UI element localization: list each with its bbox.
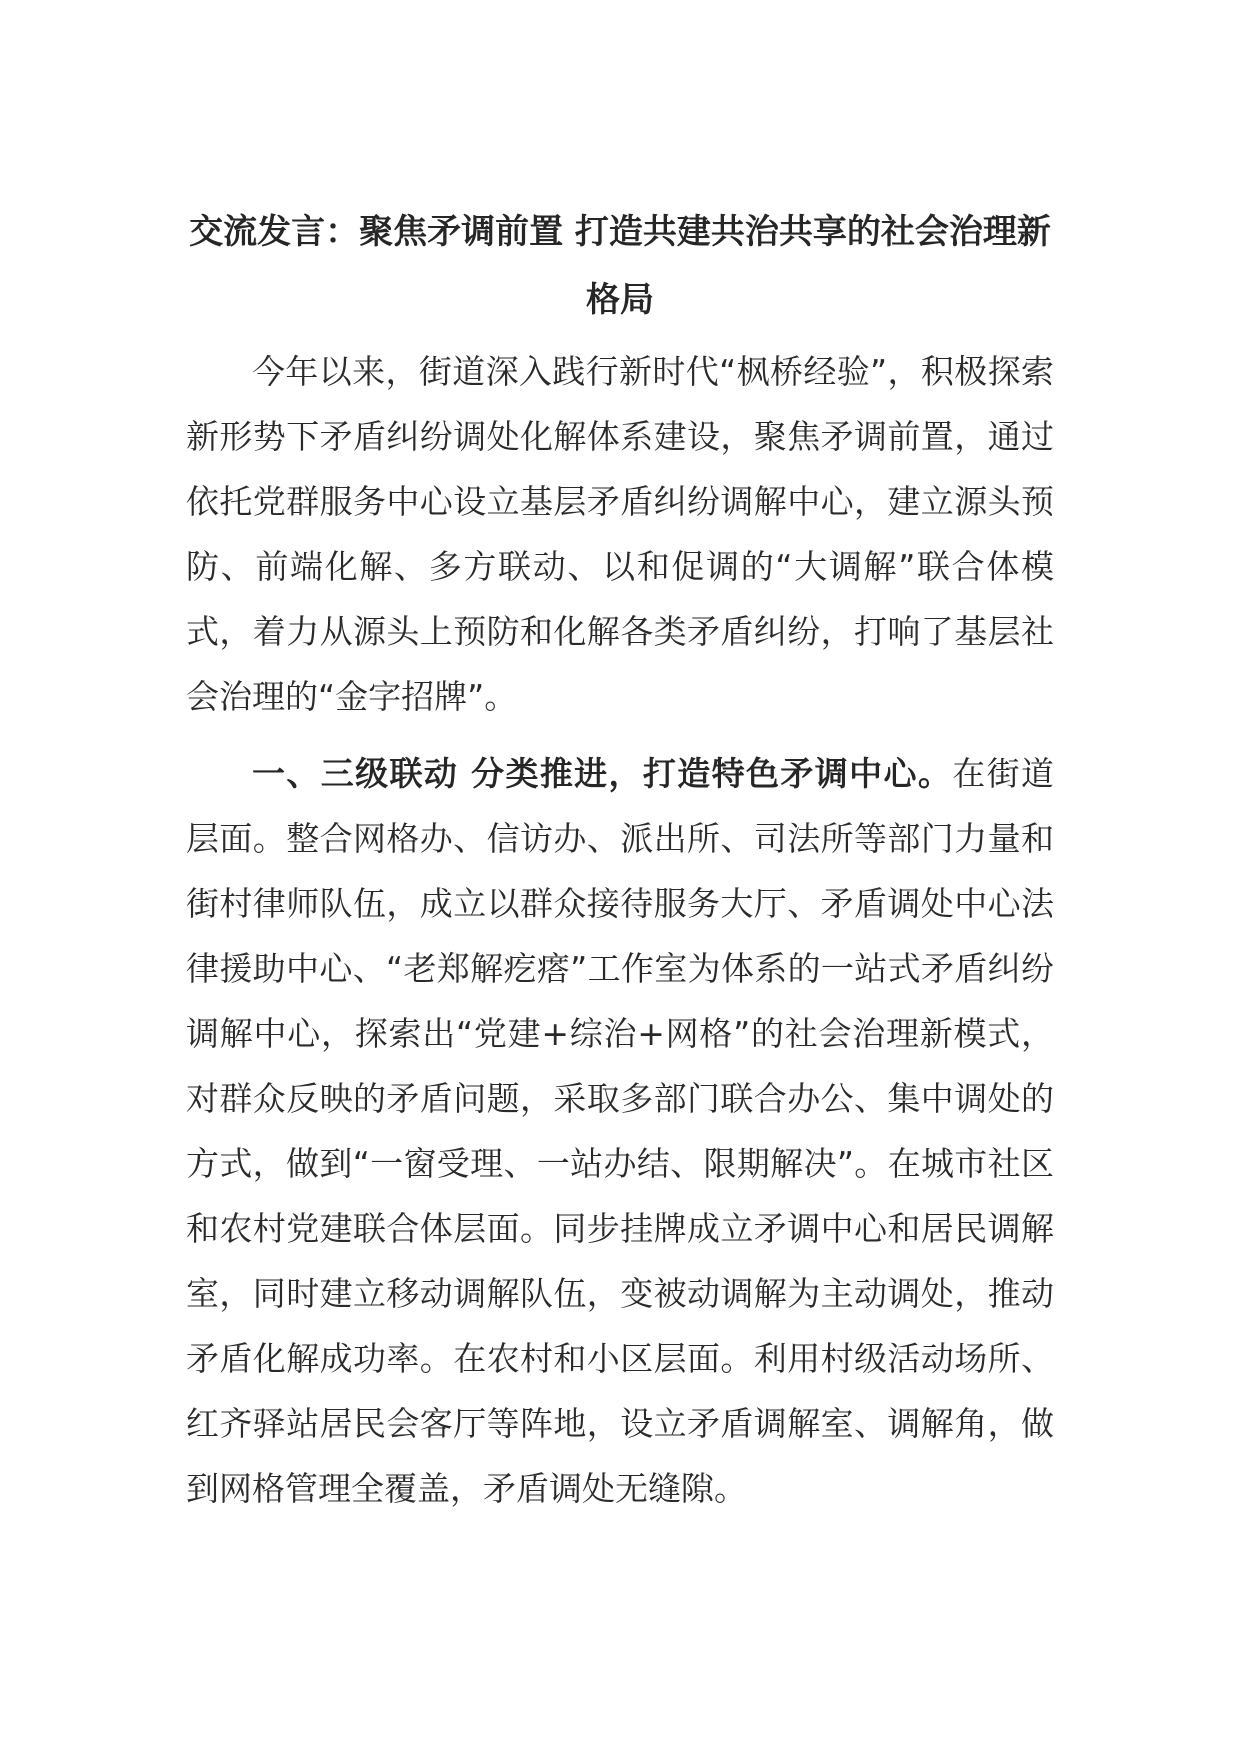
intro-paragraph-text: 今年以来，街道深入践行新时代“枫桥经验”，积极探索新形势下矛盾纠纷调处化解体系建设，聚焦矛调前置，通过依托党群服务中心设立基层矛盾纠纷调解中心，建立源头预防、前端化解、多方联动、以和促调的“大调解”联合体模式，着力从源头上预防和化解各类矛盾纠纷，打响了基层社会治理的“金字招牌”。 <box>186 352 1054 716</box>
intro-paragraph <box>186 339 1054 729</box>
document-title: 交流发言：聚焦矛调前置 打造共建共治共享的社会治理新格局 <box>189 212 1051 320</box>
section-one-heading: 一、三级联动 分类推进，打造特色矛调中心。 <box>252 754 953 793</box>
section-one-text: 在街道层面。整合网格办、信访办、派出所、司法所等部门力量和街村律师队伍，成立以群众接待服务大厅、矛盾调处中心法律援助中心、“老郑解疙瘩”工作室为体系的一站式矛盾纠纷调解中心，探索出“党建+综治+网格”的社会治理新模式，对群众反映的矛盾问题，采取多部门联合办公、集中调处的方式，做到“一窗受理、一站办结、限期解决”。在城市社区和农村党建联合体层面。同步挂牌成立矛调中心和居民调解室，同时建立移动调解队伍，变被动调解为主动调处，推动矛盾化解成功率。在农村和小区层面。利用村级活动场所、红齐驿站居民会客厅等阵地，设立矛盾调解室、调解角，做到网格管理全覆盖，矛盾调处无缝隙。 <box>186 754 1054 1508</box>
section-one-paragraph <box>186 741 1054 1521</box>
